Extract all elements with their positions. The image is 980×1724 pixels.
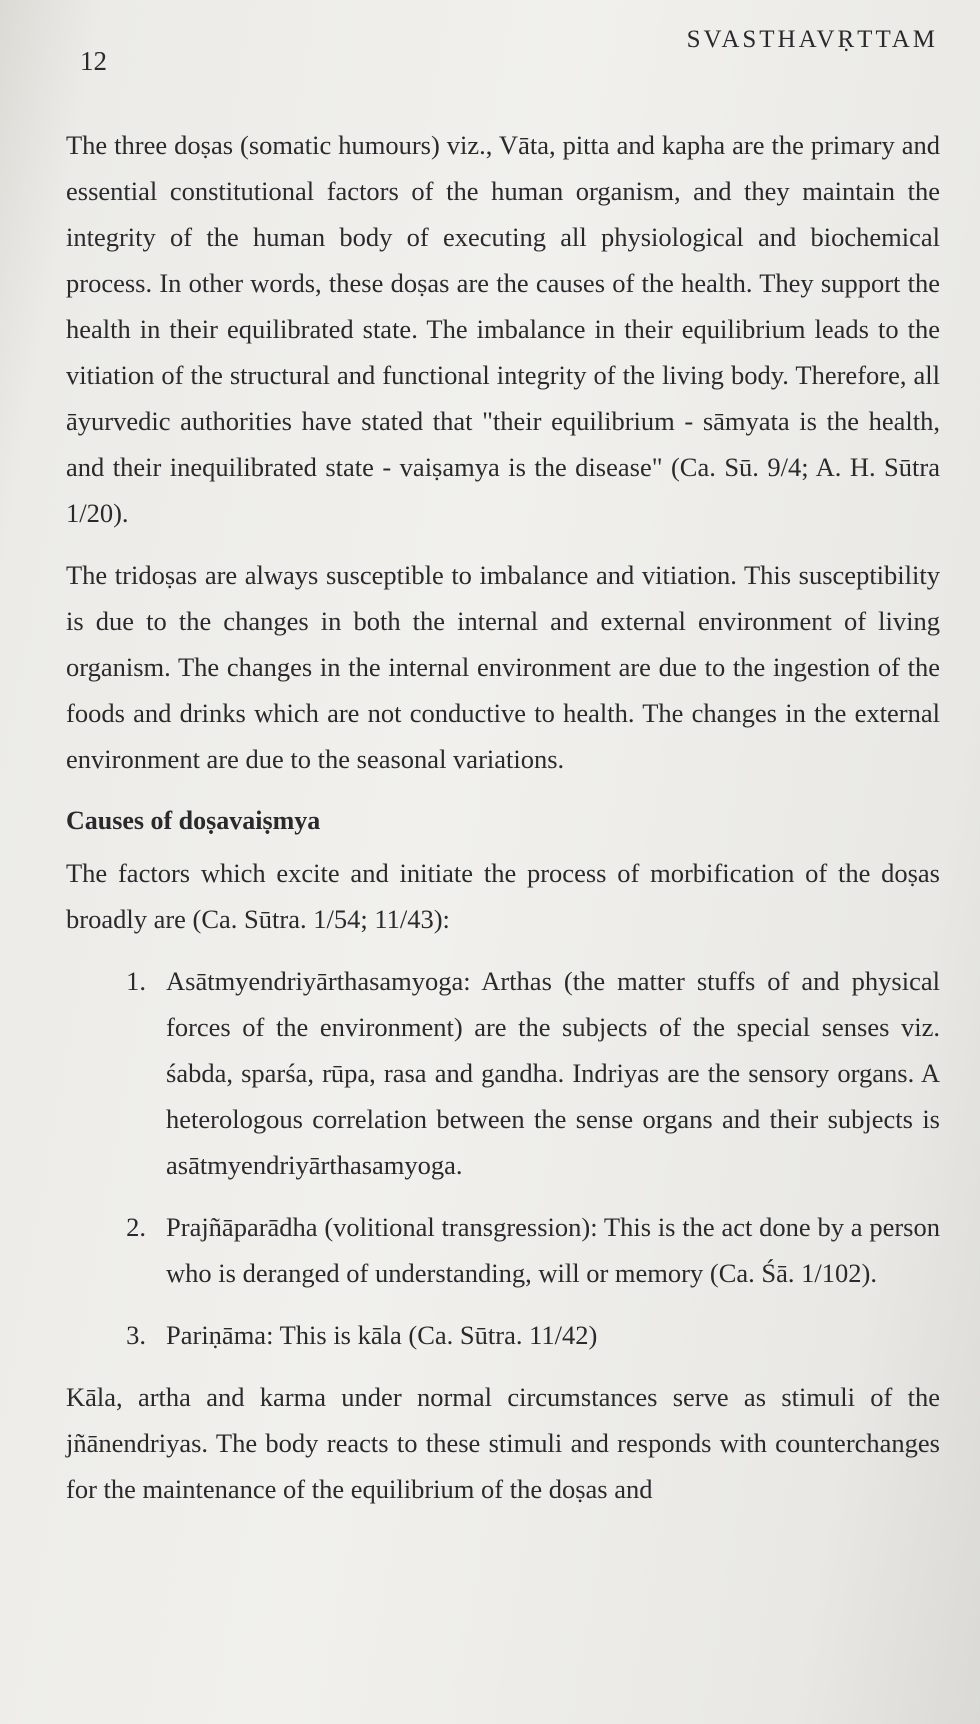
- page-number: 12: [80, 46, 107, 76]
- causes-list: [66, 958, 940, 1358]
- list-item-text: Pariṇāma: This is kāla (Ca. Sūtra. 11/42): [166, 1320, 598, 1350]
- list-item-number: 1.: [126, 966, 146, 996]
- list-item-number: 2.: [126, 1212, 146, 1242]
- paragraph-dosas-intro: The three doṣas (somatic humours) viz., Vāta, pitta and kapha are the primary and essential constitutional factors of the human organism, and they maintain the integrity of the human body of executing all physiological and biochemical process. In other words, these doṣas are the causes of the health. They support the health in their equilibrated state. The imbalance in their equilibrium leads to the vitiation of the structural and functional integrity of the living body. Therefore, all āyurvedic authorities have stated that "their equilibrium - sāmyata is the health, and their inequilibrated state - vaiṣamya is the disease" (Ca. Sū. 9/4; A. H. Sūtra 1/20).: [66, 130, 940, 528]
- page-body: [66, 122, 940, 1528]
- section-intro: The factors which excite and initiate the process of morbification of the doṣas broadly are (Ca. Sūtra. 1/54; 11/43):: [66, 858, 940, 934]
- running-head: SVASTHAVṚTTAM: [686, 26, 938, 53]
- list-item: [66, 958, 940, 1188]
- list-item-text: Asātmyendriyārthasamyoga: Arthas (the matter stuffs of and physical forces of the environment) are the subjects of the special senses viz. śabda, sparśa, rūpa, rasa and gandha. Indriyas are the sensory organs. A heterologous correlation between the sense organs and their subjects is asātmyendriyārthasamyoga.: [166, 966, 940, 1180]
- closing-paragraph: Kāla, artha and karma under normal circumstances serve as stimuli of the jñānendriyas. The body reacts to these stimuli and responds with counterchanges for the maintenance of the equilibrium of the doṣas and: [66, 1382, 940, 1504]
- list-item: [66, 1312, 940, 1358]
- list-item-number: 3.: [126, 1320, 146, 1350]
- list-item-text: Prajñāparādha (volitional transgression): This is the act done by a person who is deranged of understanding, will or memory (Ca. Śā. 1/102).: [166, 1212, 940, 1288]
- paragraph-tridosas: The tridoṣas are always susceptible to imbalance and vitiation. This susceptibility is due to the changes in both the internal and external environment of living organism. The changes in the internal environment are due to the ingestion of the foods and drinks which are not conductive to health. The changes in the external environment are due to the seasonal variations.: [66, 560, 940, 774]
- list-item: [66, 1204, 940, 1296]
- section-heading: Causes of doṣavaiṣmya: [66, 806, 321, 835]
